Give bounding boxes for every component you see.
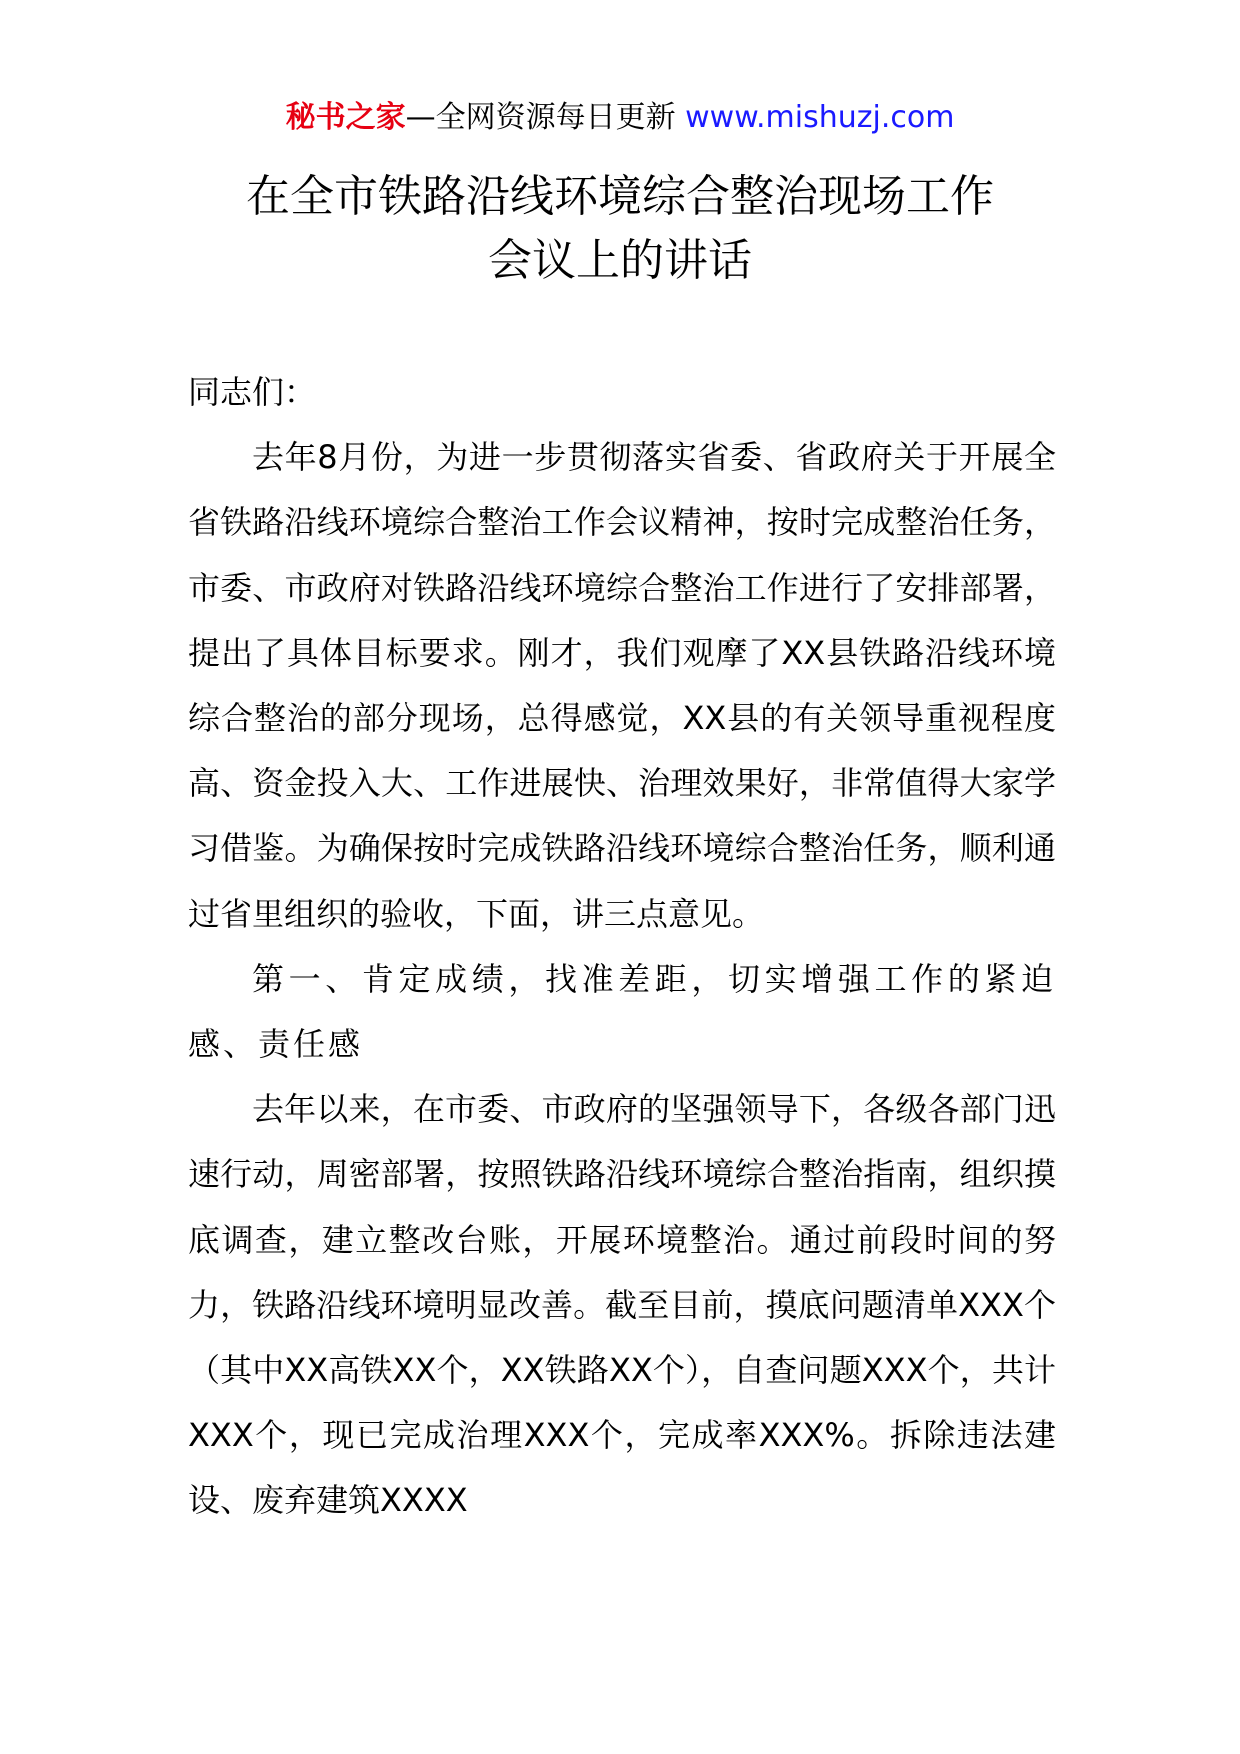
site-tagline: —全网资源每日更新 [405, 100, 686, 135]
paragraph-intro: 去年8月份，为进一步贯彻落实省委、省政府关于开展全省铁路沿线环境综合整治工作会议精神，按时完成整治任务，市委、市政府对铁路沿线环境综合整治工作进行了安排部署，提出了具体目标要求。刚才，我们观摩了XX县铁路沿线环境综合整治的部分现场，总得感觉，XX县的有关领导重视程度高、资金投入大、工作进展快、治理效果好，非常值得大家学习借鉴。为确保按时完成铁路沿线环境综合整治任务，顺利通过省里组织的验收，下面，讲三点意见。 [188, 438, 1056, 933]
paragraph-achievements: 去年以来，在市委、市政府的坚强领导下，各级各部门迅速行动，周密部署，按照铁路沿线环境综合整治指南，组织摸底调查，建立整改台账，开展环境整治。通过前段时间的努力，铁路沿线环境明显改善。截至目前，摸底问题清单XXX个（其中XX高铁XX个，XX铁路XX个），自查问题XXX个，共计XXX个，现已完成治理XXX个，完成率XXX%。拆除违法建设、废弃建筑XXXX [188, 1090, 1056, 1520]
section-heading-1: 第一、肯定成绩，找准差距，切实增强工作的紧迫感、责任感 [188, 959, 1056, 1064]
title-line-1: 在全市铁路沿线环境综合整治现场工作 [246, 171, 994, 222]
title-line-2: 会议上的讲话 [488, 235, 752, 286]
salutation: 同志们： [188, 373, 317, 411]
brand-name: 秘书之家 [285, 100, 406, 135]
site-header [0, 98, 1240, 138]
document-body [188, 360, 1056, 1534]
site-url-link[interactable]: www.mishuzj.com [685, 100, 955, 135]
document-title [0, 165, 1240, 293]
